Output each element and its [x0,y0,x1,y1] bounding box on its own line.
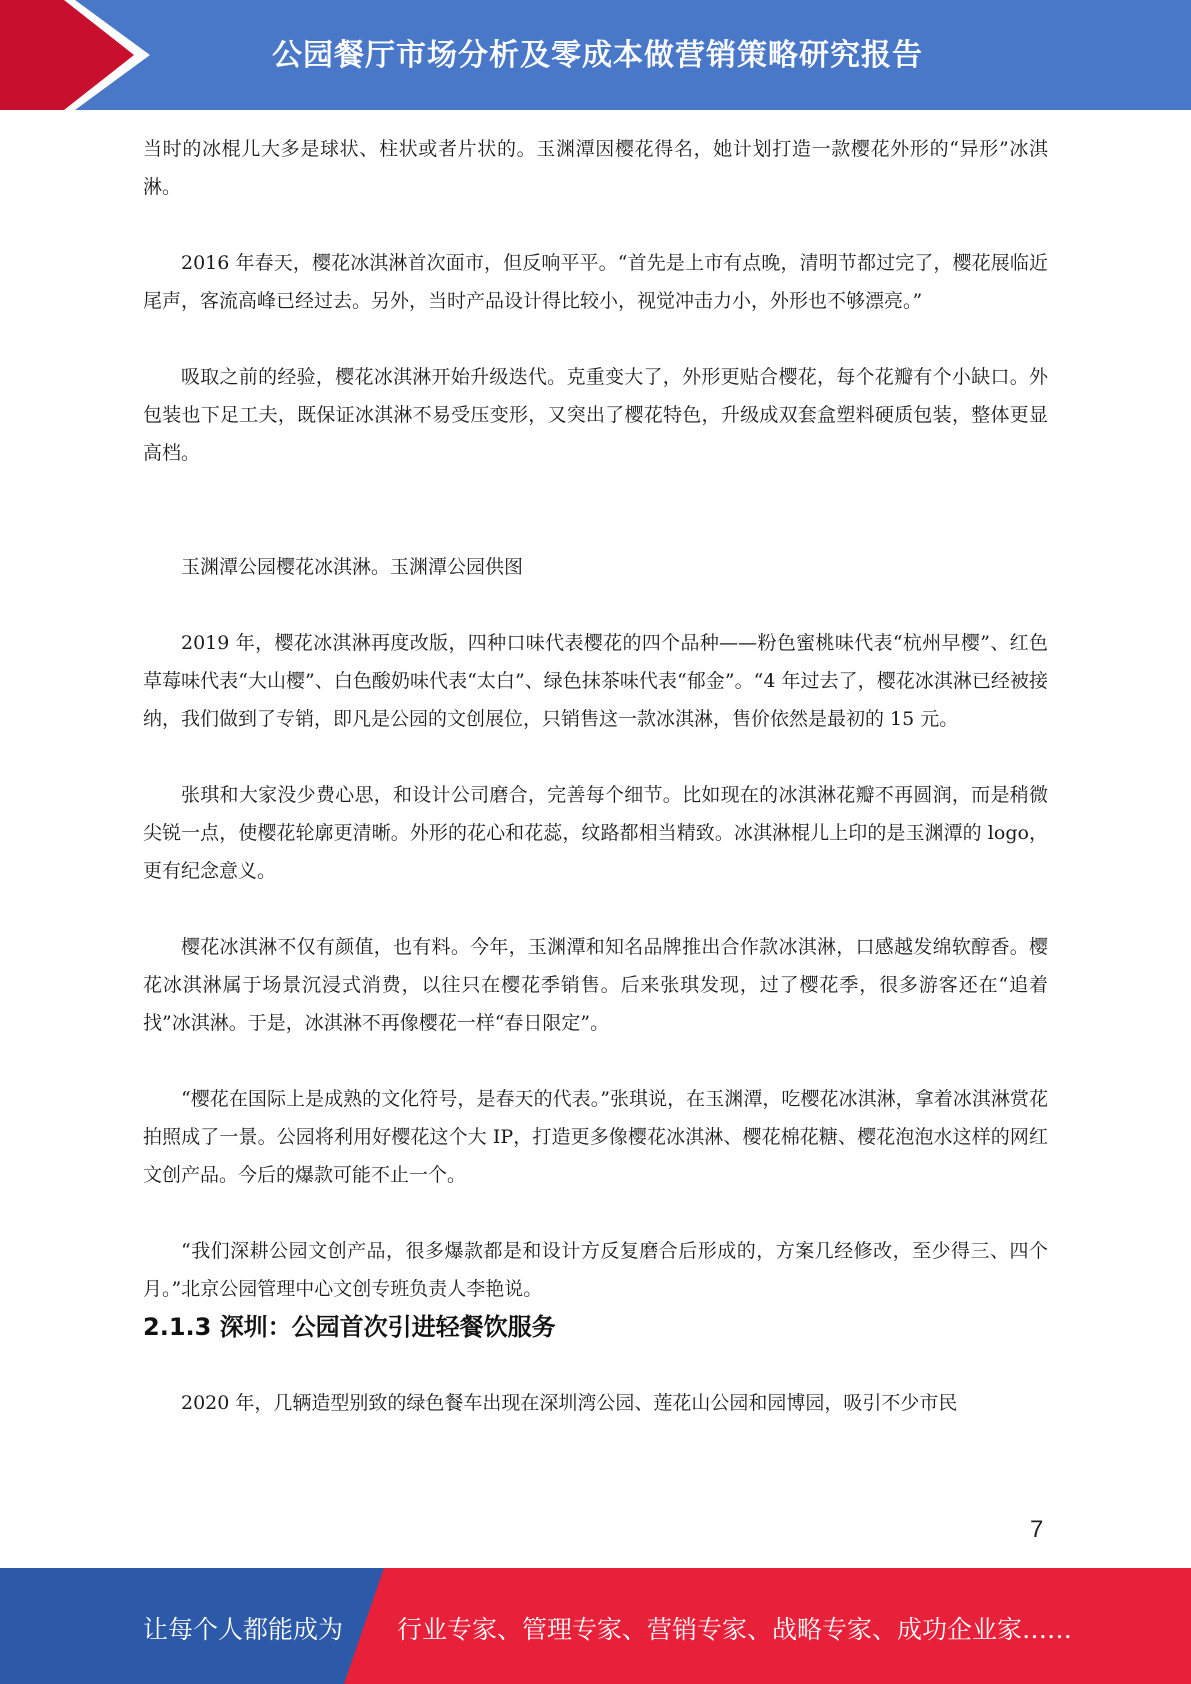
paragraph-1: 当时的冰棍儿大多是球状、柱状或者片状的。玉渊潭因樱花得名，她计划打造一款樱花外形的“异形”冰淇淋。 [143,138,1048,198]
page-footer [0,1568,1191,1684]
section-heading: 2.1.3 深圳：公园首次引进轻餐饮服务 [143,1313,556,1341]
page-header [0,0,1191,110]
paragraph-9: 2020 年，几辆造型别致的绿色餐车出现在深圳湾公园、莲花山公园和园博园，吸引不少市民 [181,1392,958,1414]
paragraph-7: “樱花在国际上是成熟的文化符号，是春天的代表。”张琪说，在玉渊潭，吃樱花冰淇淋，拿着冰淇淋赏花拍照成了一景。公园将利用好樱花这个大 IP，打造更多像樱花冰淇淋、樱花棉花糖、樱花泡泡水这样的网红文创产品。今后的爆款可能不止一个。 [143,1088,1048,1186]
image-caption: 玉渊潭公园樱花冰淇淋。玉渊潭公园供图 [181,556,524,578]
paragraph-5: 张琪和大家没少费心思，和设计公司磨合，完善每个细节。比如现在的冰淇淋花瓣不再圆润，而是稍微尖锐一点，使樱花轮廓更清晰。外形的花心和花蕊，纹路都相当精致。冰淇淋棍儿上印的是玉渊潭的 logo，更有纪念意义。 [143,784,1048,882]
page-number: 7 [1030,1516,1044,1543]
paragraph-4: 2019 年，樱花冰淇淋再度改版，四种口味代表樱花的四个品种——粉色蜜桃味代表“杭州早樱”、红色草莓味代表“大山樱”、白色酸奶味代表“太白”、绿色抹茶味代表“郁金”。“4 年过去了，樱花冰淇淋已经被接纳，我们做到了专销，即凡是公园的文创展位，只销售这一款冰淇淋，售价依然是最初的 15 元。 [143,632,1048,730]
report-title: 公园餐厅市场分析及零成本做营销策略研究报告 [272,38,923,73]
footer-roles: 行业专家、管理专家、营销专家、战略专家、成功企业家…… [397,1615,1073,1644]
paragraph-3: 吸取之前的经验，樱花冰淇淋开始升级迭代。克重变大了，外形更贴合樱花，每个花瓣有个小缺口。外包装也下足工夫，既保证冰淇淋不易受压变形，又突出了樱花特色，升级成双套盒塑料硬质包装，整体更显高档。 [143,366,1048,464]
paragraph-6: 樱花冰淇淋不仅有颜值，也有料。今年，玉渊潭和知名品牌推出合作款冰淇淋，口感越发绵软醇香。樱花冰淇淋属于场景沉浸式消费，以往只在樱花季销售。后来张琪发现，过了樱花季，很多游客还在“追着找”冰淇淋。于是，冰淇淋不再像樱花一样“春日限定”。 [143,936,1048,1034]
paragraph-8: “我们深耕公园文创产品，很多爆款都是和设计方反复磨合后形成的，方案几经修改，至少得三、四个月。”北京公园管理中心文创专班负责人李艳说。 [143,1240,1048,1300]
footer-slogan: 让每个人都能成为 [143,1615,344,1644]
page-body [143,130,1048,1422]
paragraph-2: 2016 年春天，樱花冰淇淋首次面市，但反响平平。“首先是上市有点晚，清明节都过完了，樱花展临近尾声，客流高峰已经过去。另外，当时产品设计得比较小，视觉冲击力小，外形也不够漂亮。” [143,252,1048,312]
